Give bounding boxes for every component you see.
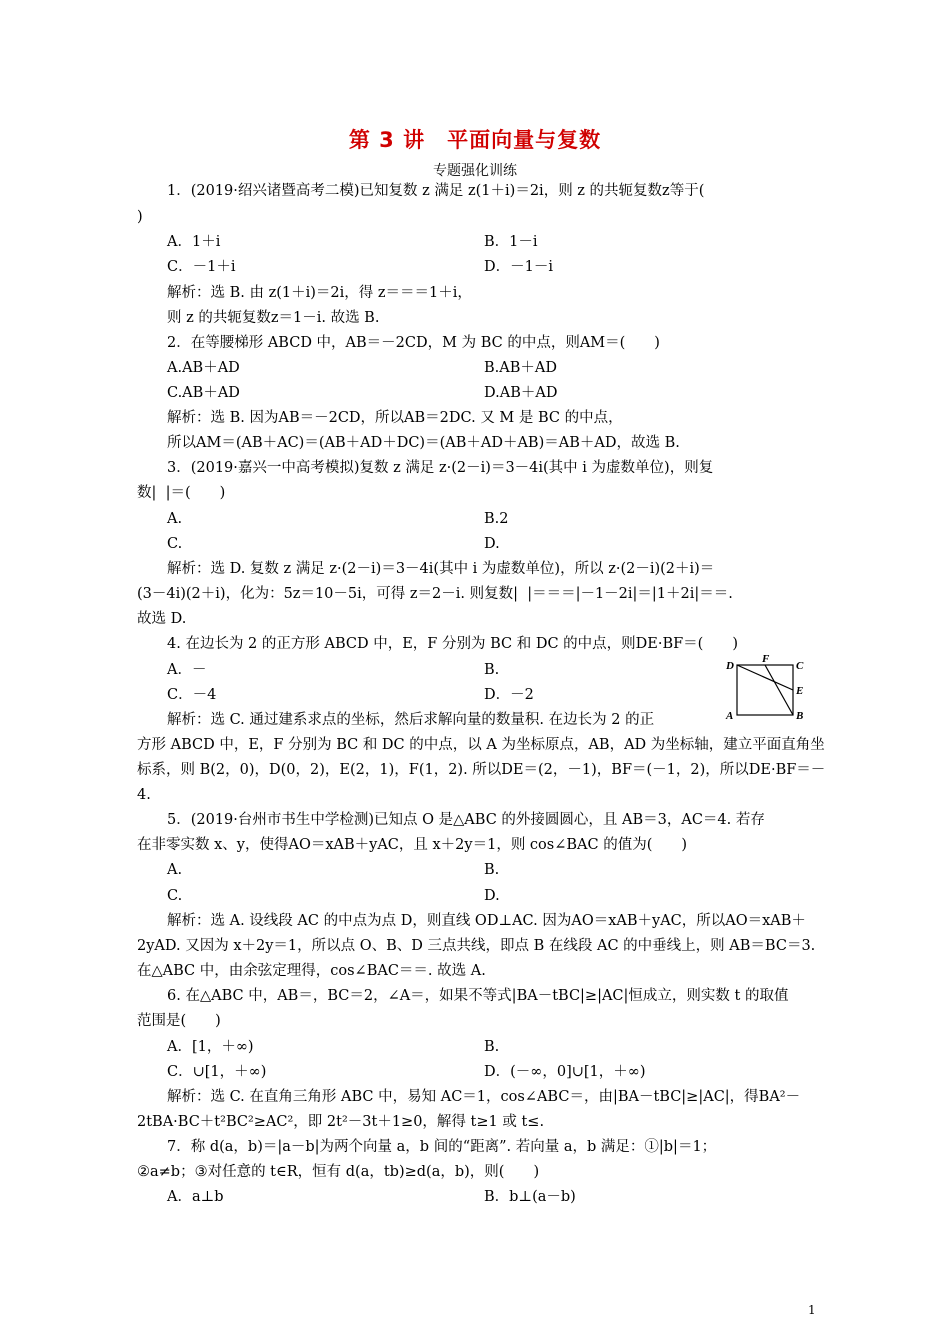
text-line: 数| |＝( ): [137, 485, 226, 501]
label-d: D: [726, 660, 734, 672]
square-diagram: [722, 652, 812, 724]
text-line: D.AB＋AD: [484, 385, 558, 401]
text-line: 方形 ABCD 中，E，F 分别为 BC 和 DC 的中点，以 A 为坐标原点，AB，AD 为坐标轴，建立平面直角坐: [137, 737, 825, 753]
text-line: (3－4i)(2＋i)，化为：5z＝10－5i，可得 z＝2－i. 则复数| |＝＝＝|－1－2i|＝|1＋2i|＝＝.: [137, 586, 733, 602]
text-line: D.: [484, 536, 500, 552]
text-line: C．∪[1，＋∞): [167, 1064, 267, 1080]
text-line: ②a≠b；③对任意的 t∈R，恒有 d(a，tb)≥d(a，b)，则( ): [137, 1164, 540, 1180]
text-line: 解析：选 A. 设线段 AC 的中点为点 D，则直线 OD⊥AC. 因为AO＝xAB＋yAC，所以AO＝xAB＋: [167, 913, 806, 929]
text-line: C.: [167, 536, 183, 552]
text-line: 3．(2019·嘉兴一中高考模拟)复数 z 满足 z·(2－i)＝3－4i(其中 i 为虚数单位)，则复: [167, 460, 714, 476]
text-line: B.: [484, 1039, 500, 1055]
text-line: 2tBA·BC＋t²BC²≥AC²，即 2t²－3t＋1≥0，解得 t≥1 或 t≤.: [137, 1114, 545, 1130]
text-line: D．(－∞，0]∪[1，＋∞): [484, 1064, 646, 1080]
text-line: 故选 D.: [137, 611, 187, 627]
label-b: B: [796, 710, 804, 722]
text-line: A．－: [167, 662, 207, 678]
text-line: D．－1－i: [484, 259, 553, 275]
text-line: 2．在等腰梯形 ABCD 中，AB＝－2CD，M 为 BC 的中点，则AM＝( ): [167, 335, 660, 351]
text-line: A．[1，＋∞): [167, 1039, 254, 1055]
page-title: 第 3 讲 平面向量与复数: [348, 128, 602, 152]
text-line: A.: [167, 862, 183, 878]
label-c: C: [796, 660, 804, 672]
text-line: B.: [484, 662, 500, 678]
label-e: E: [796, 685, 804, 697]
text-line: 解析：选 D. 复数 z 满足 z·(2－i)＝3－4i(其中 i 为虚数单位)，所以 z·(2－i)(2＋i)＝: [167, 561, 715, 577]
text-line: 解析：选 C. 通过建系求点的坐标，然后求解向量的数量积. 在边长为 2 的正: [167, 712, 655, 728]
text-line: 解析：选 C. 在直角三角形 ABC 中，易知 AC＝1，cos∠ABC＝，由|BA－tBC|≥|AC|，得BA²－: [167, 1089, 801, 1105]
text-line: B．1－i: [484, 234, 538, 250]
text-line: D.: [484, 888, 500, 904]
text-line: A．1＋i: [167, 234, 221, 250]
segment-bf: [765, 665, 793, 715]
text-line: A.: [167, 511, 183, 527]
text-line: 在非零实数 x、y，使得AO＝xAB＋yAC，且 x＋2y＝1，则 cos∠BAC 的值为( ): [137, 837, 688, 853]
text-line: B．b⊥(a－b): [484, 1189, 576, 1205]
text-line: A.AB＋AD: [167, 360, 240, 376]
text-line: 所以AM＝(AB＋AC)＝(AB＋AD＋DC)＝(AB＋AD＋AB)＝AB＋AD，故选 B.: [167, 435, 680, 451]
text-line: C.: [167, 888, 183, 904]
text-line: 解析：选 B. 因为AB＝－2CD，所以AB＝2DC. 又 M 是 BC 的中点，: [167, 410, 623, 426]
page-subtitle: 专题强化训练: [433, 163, 517, 179]
segment-de: [737, 665, 793, 690]
text-line: 解析：选 B. 由 z(1＋i)＝2i，得 z＝＝＝1＋i，: [167, 285, 472, 301]
square-abcd: [737, 665, 793, 715]
page-number: 1: [808, 1303, 816, 1317]
text-line: 范围是( ): [137, 1013, 221, 1029]
label-a: A: [726, 710, 734, 722]
text-line: 2yAD. 又因为 x＋2y＝1，所以点 O、B、D 三点共线，即点 B 在线段 AC 的中垂线上，则 AB＝BC＝3.: [137, 938, 816, 954]
text-line: 6. 在△ABC 中，AB＝，BC＝2，∠A＝，如果不等式|BA－tBC|≥|AC|恒成立，则实数 t 的取值: [167, 988, 789, 1004]
text-line: 则 z 的共轭复数z＝1－i. 故选 B.: [167, 310, 380, 326]
text-line: A．a⊥b: [167, 1189, 224, 1205]
text-line: B.: [484, 862, 500, 878]
text-line: C．－1＋i: [167, 259, 236, 275]
text-line: ): [137, 209, 143, 225]
text-line: B.AB＋AD: [484, 360, 557, 376]
text-line: C.AB＋AD: [167, 385, 240, 401]
text-line: 7．称 d(a，b)＝|a－b|为两个向量 a，b 间的“距离”. 若向量 a，b 满足：①|b|＝1；: [167, 1139, 717, 1155]
text-line: D．－2: [484, 687, 534, 703]
text-line: B.2: [484, 511, 509, 527]
text-line: 4. 在边长为 2 的正方形 ABCD 中，E，F 分别为 BC 和 DC 的中点，则DE·BF＝( ): [167, 636, 738, 652]
text-line: 在△ABC 中，由余弦定理得，cos∠BAC＝＝. 故选 A.: [137, 963, 486, 979]
text-line: 1．(2019·绍兴诸暨高考二模)已知复数 z 满足 z(1＋i)＝2i，则 z 的共轭复数z等于(: [167, 183, 705, 199]
text-line: 4.: [137, 787, 151, 803]
text-line: C．－4: [167, 687, 217, 703]
text-line: 标系，则 B(2，0)，D(0，2)，E(2，1)，F(1，2). 所以DE＝(2，－1)，BF＝(－1，2)，所以DE·BF＝－: [137, 762, 826, 778]
label-f: F: [762, 653, 770, 665]
text-line: 5．(2019·台州市书生中学检测)已知点 O 是△ABC 的外接圆圆心，且 AB＝3，AC＝4. 若存: [167, 812, 765, 828]
